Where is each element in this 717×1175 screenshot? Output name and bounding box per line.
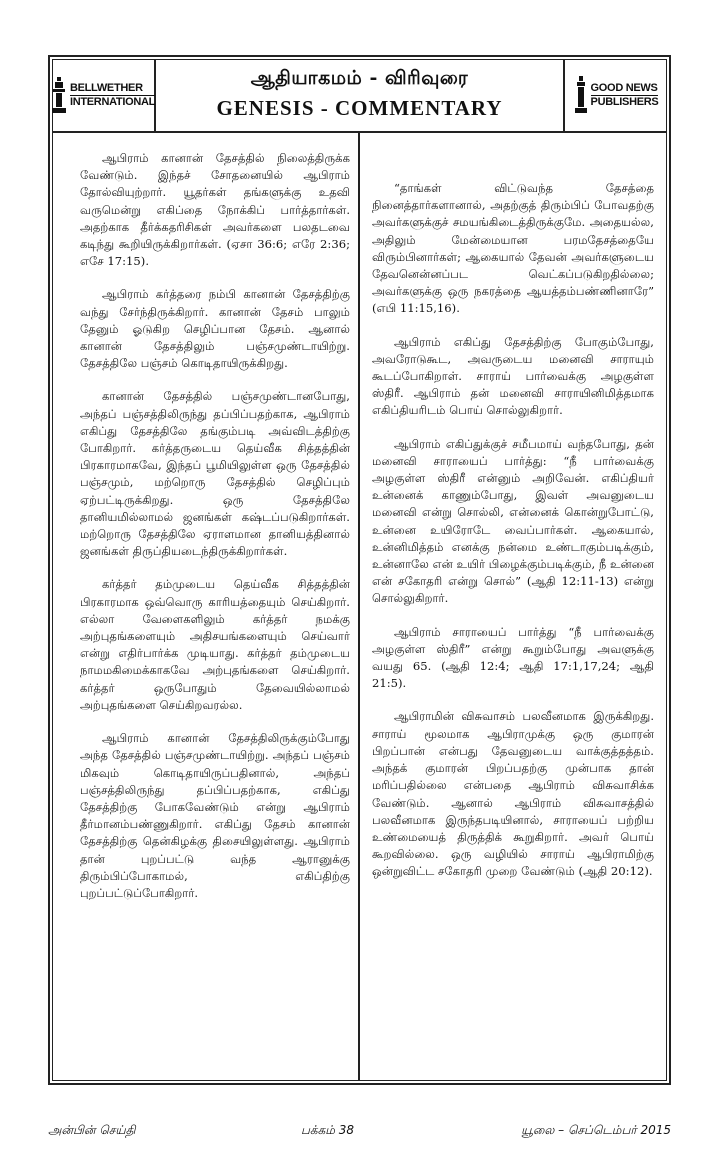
bellwether-logo bbox=[52, 59, 156, 131]
right-paragraph-3: ஆபிராம் எகிப்துக்குச் சமீபமாய் வந்தபோது, தன் மனைவி சாராயைப் பார்த்து: “நீ பார்வைக்கு அழகுள்ள ஸ்திரீ என்னும் அறிவேன். எகிப்தியர் உன்னைக் காணும்போது, இவள் அவனுடைய மனைவி என்று சொல்லி, என்னைக் கொன்றுபோட்டு, உன்னை உயிரோடே வைப்பார்கள். ஆகையால், உன்னிமித்தம் எனக்கு நன்மை உண்டாகும்படிக்கும், உன்னாலே என் உயிர் பிழைக்கும்படிக்கும், நீ உன்னை என் சகோதரி என்று சொல்” (ஆதி 12:11-13) என்று சொல்லுகிறார். bbox=[372, 436, 654, 606]
left-paragraph-2: ஆபிராம் கர்த்தரை நம்பி கானான் தேசத்திற்கு வந்து சேர்ந்திருக்கிறார். கானான் தேசம் பாலும் தேனும் ஓடுகிற செழிப்பான தேசம். ஆனால் கானான் தேசத்திலும் பஞ்சமுண்டாயிற்று. தேசத்திலே பஞ்சம் கொடிதாயிருக்கிறது. bbox=[80, 287, 350, 371]
right-column bbox=[372, 180, 654, 897]
left-paragraph-1: ஆபிராம் கானான் தேசத்தில் நிலைத்திருக்க வேண்டும். இந்தச் சோதனையில் ஆபிராம் தோல்வியுற்றார். யூதர்கள் தங்களுக்கு உதவி வருமென்று எகிப்தை நோக்கிப் பார்த்தார்கள். அதற்காக தீர்க்கதரிசிகள் அவர்களை பலதடவை கடிந்து கூறியிருக்கிறார்கள். (ஏசா 36:6; எரே 2:36; எசே 17:15). bbox=[80, 151, 350, 269]
left-logo-line2: INTERNATIONAL bbox=[69, 95, 156, 108]
good-news-logo bbox=[563, 59, 667, 131]
left-column bbox=[80, 150, 350, 918]
column-divider bbox=[358, 133, 360, 1081]
left-paragraph-3: கானான் தேசத்தில் பஞ்சமுண்டானபோது, அந்தப் பஞ்சத்திலிருந்து தப்பிப்பதற்காக, ஆபிராம் எகிப்து தேசத்திலே தங்கும்படி அவ்விடத்திற்கு போகிறார். கர்த்தருடைய தெய்வீக சித்தத்தின் பிரகாரமாகவே, இந்தப் பூமியிலுள்ள ஒரு தேசத்தில் பஞ்சமும், மற்றொரு தேசத்தில் செழிப்பும் ஏற்பட்டிருக்கிறது. ஒரு தேசத்திலே தானியமில்லாமல் ஜனங்கள் கஷ்டப்படுகிறார்கள். மற்றொரு தேசத்திலே ஏராளமான தானியத்தினால் ஜனங்கள் திருப்தியடைந்திருக்கிறார்கள். bbox=[80, 389, 350, 559]
title-tamil: ஆதியாகமம் - விரிவுரை bbox=[250, 67, 469, 89]
right-paragraph-4: ஆபிராம் சாராயைப் பார்த்து “நீ பார்வைக்கு அழகுள்ள ஸ்திரீ” என்று கூறும்போது அவளுக்கு வயது 65. (ஆதி 12:4; ஆதி 17:1,17,24; ஆதி 21:5). bbox=[372, 624, 654, 691]
right-logo-line1: GOOD NEWS bbox=[590, 81, 658, 94]
right-paragraph-2: ஆபிராம் எகிப்து தேசத்திற்கு போகும்போது, அவரோடுகூட, அவருடைய மனைவி சாராயும் கூடப்போகிறாள். சாராய் பார்வைக்கு அழகுள்ள ஸ்திரீ. ஆபிராம் தன் மனைவி சாராயினிமித்தமாக எகிப்தியரிடம் பொய் சொல்லுகிறார். bbox=[372, 334, 654, 418]
left-logo-line1: BELLWETHER bbox=[69, 81, 143, 94]
title-english: GENESIS - COMMENTARY bbox=[216, 96, 503, 120]
right-logo-line2: PUBLISHERS bbox=[590, 95, 659, 108]
footer-issue-date: யூலை – செப்டெம்பர் 2015 bbox=[521, 1123, 671, 1137]
footer-publication-name: அன்பின் செய்தி bbox=[48, 1123, 136, 1137]
title-box bbox=[156, 59, 563, 131]
footer-page-number: பக்கம் 38 bbox=[301, 1123, 355, 1137]
left-paragraph-5: ஆபிராம் கானான் தேசத்திலிருக்கும்போது அந்த தேசத்தில் பஞ்சமுண்டாயிற்று. அந்தப் பஞ்சம் மிகவும் கொடிதாயிருப்பதினால், அந்தப் பஞ்சத்திலிருந்து தப்பிப்பதற்காக, எகிப்து தேசத்திற்கு போகவேண்டும் என்று ஆபிராம் தீர்மானம்பண்ணுகிறார். எகிப்து தேசம் கானான் தேசத்திற்கு தென்கிழக்கு திசையிலுள்ளது. ஆபிராம் தான் புறப்பட்டு வந்த ஆரானுக்கு திரும்பிப்போகாமல், எகிப்திற்கு புறப்பட்டுப்போகிறார். bbox=[80, 731, 350, 900]
right-paragraph-5: ஆபிராமின் விசுவாசம் பலவீனமாக இருக்கிறது. சாராய் மூலமாக ஆபிராமுக்கு ஒரு குமாரன் பிறப்பான் என்பது தேவனுடைய வாக்குத்தத்தம். அந்தக் குமாரன் பிறப்பதற்கு முன்பாக தான் மரிப்பதில்லை என்பதை ஆபிராம் விசுவாசிக்க வேண்டும். ஆனால் ஆபிராம் விசுவாசத்தில் பலவீனமாக இருந்தபடியினால், சாராயைப் பற்றிய உண்மையைத் திருத்திக் கூறுகிறார். அவர் பொய் கூறவில்லை. ஒரு வழியில் சாராய் ஆபிராமிற்கு ஒன்றுவிட்ட சகோதரி முறை வேண்டும் (ஆதி 20:12). bbox=[372, 709, 654, 879]
right-paragraph-1: “தாங்கள் விட்டுவந்த தேசத்தை நினைத்தார்களானால், அதற்குத் திரும்பிப் போவதற்கு அவர்களுக்குச் சமயங்கிடைத்திருக்குமே. அதையல்ல, அதிலும் மேன்மையான பரமதேசத்தையே விரும்பினார்கள்; ஆகையால் தேவன் அவர்களுடைய தேவனென்னப்பட வெட்கப்படுகிறதில்லை; அவர்களுக்கு ஒரு நகரத்தை ஆயத்தம்பண்ணினாரே” (எபி 11:15,16). bbox=[372, 181, 654, 316]
good-news-emblem-icon bbox=[574, 75, 588, 115]
bellwether-emblem-icon bbox=[51, 75, 67, 115]
left-paragraph-4: கர்த்தர் தம்முடைய தெய்வீக சித்தத்தின் பிரகாரமாக ஒவ்வொரு காரியத்தையும் செய்கிறார். எல்லா வேளைகளிலும் கர்த்தர் நமக்கு அற்புதங்களையும் அதிசயங்களையும் செய்வார் என்று எதிர்பார்க்க முடியாது. கர்த்தர் தம்முடைய நாமமகிமைக்காகவே அற்புதங்களை செய்கிறார். கர்த்தர் ஒருபோதும் தேவையில்லாமல் அற்புதங்களை செய்கிறவரல்ல. bbox=[80, 577, 350, 712]
page-header bbox=[52, 59, 667, 133]
